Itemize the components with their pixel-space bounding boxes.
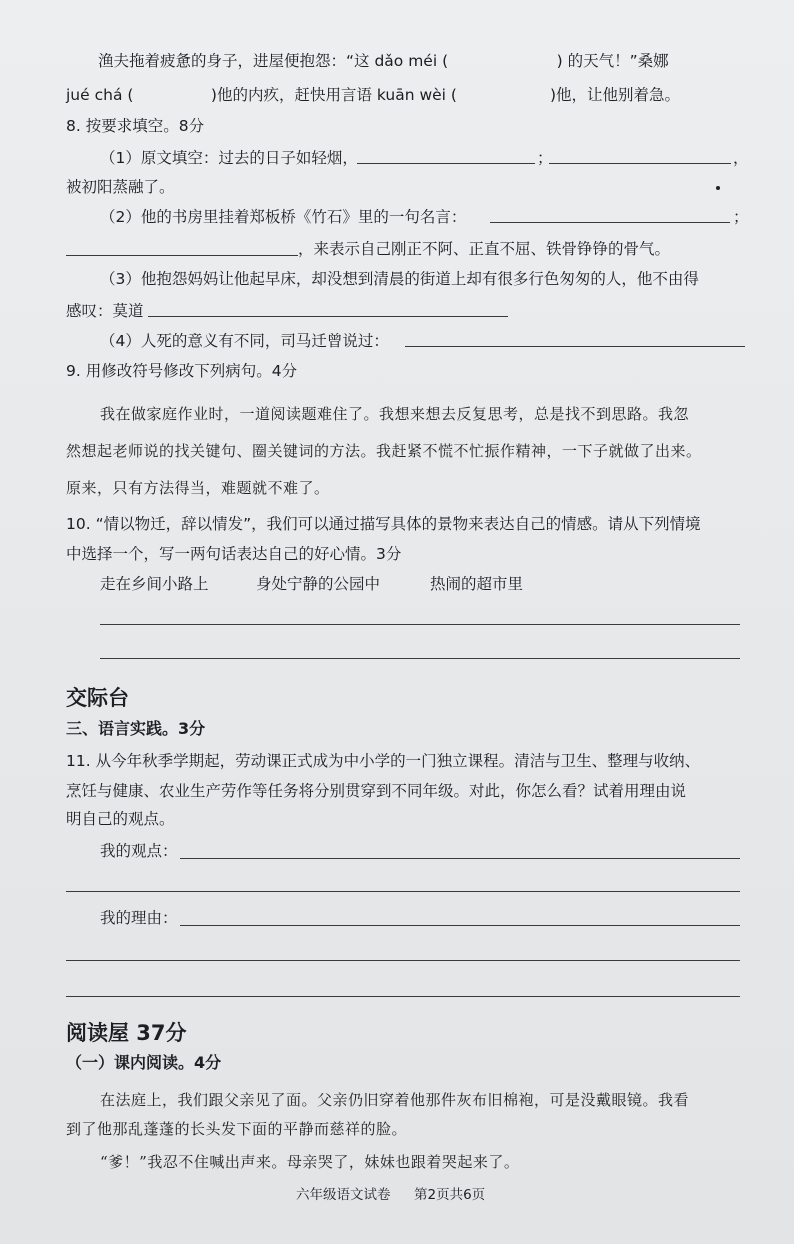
q8-2-prompt: （2）他的书房里挂着郑板桥《竹石》里的一句名言：	[100, 208, 467, 226]
section-1-title: （一）课内阅读。4分	[66, 1053, 222, 1072]
q10-answer-line-2[interactable]	[100, 658, 740, 659]
q8-1-continue: 被初阳蒸融了。	[66, 178, 175, 196]
q11-reason-line-3[interactable]	[66, 996, 740, 997]
q8-4-blank[interactable]	[405, 346, 745, 347]
q10-option-1: 走在乡间小路上	[100, 575, 209, 593]
q8-title: 8. 按要求填空。8分	[66, 117, 205, 135]
q8-4-prompt: （4）人死的意义有不同，司马迁曾说过：	[100, 332, 389, 350]
q8-1-blank-a[interactable]	[357, 163, 535, 164]
q8-1-blank-b[interactable]	[549, 163, 731, 164]
footer-exam-name: 六年级语文试卷	[296, 1187, 391, 1203]
q8-2-blank-a[interactable]	[490, 222, 730, 223]
q8-2-blank-b[interactable]	[66, 255, 298, 256]
q8-3-prompt: （3）他抱怨妈妈让他起早床，却没想到清晨的街道上却有很多行色匆匆的人，他不由得	[100, 270, 699, 288]
reading-paragraph-3: “爹！”我忍不住喊出声来。母亲哭了，妹妹也跟着哭起来了。	[100, 1153, 520, 1171]
q8-2-end: ；	[733, 208, 749, 226]
q11-view-label: 我的观点：	[100, 842, 178, 860]
q11-prompt-1: 11. 从今年秋季学期起，劳动课正式成为中小学的一门独立课程。清洁与卫生、整理与收纳、	[66, 752, 701, 770]
q11-prompt-2: 烹饪与健康、农业生产劳作等任务将分别贯穿到不同年级。对此，你怎么看？试着用理由说	[66, 782, 687, 800]
q8-1-prompt: （1）原文填空：过去的日子如轻烟，	[100, 149, 358, 167]
pinyin-line-2: jué chá ( )他的内疚，赶快用言语 kuān wèi ( )他，让他别着急。	[66, 86, 681, 104]
section-yueduwu: 阅读屋 37分	[66, 1021, 187, 1045]
reading-paragraph-1: 在法庭上，我们跟父亲见了面。父亲仍旧穿着他那件灰布旧棉袍，可是没戴眼镜。我看	[100, 1091, 690, 1109]
q9-paragraph-2: 然想起老师说的找关键句、圈关键词的方法。我赶紧不慌不忙振作精神，一下子就做了出来。	[66, 442, 702, 460]
q11-view-line-1[interactable]	[180, 858, 740, 859]
q10-answer-line-1[interactable]	[100, 624, 740, 625]
q10-prompt-1: 10. “情以物迁，辞以情发”，我们可以通过描写具体的景物来表达自己的情感。请从下列情境	[66, 515, 701, 533]
q11-reason-label: 我的理由：	[100, 909, 178, 927]
q8-1-sep: ；	[537, 149, 553, 167]
q11-reason-line-1[interactable]	[180, 925, 740, 926]
section-3-title: 三、语言实践。3分	[66, 719, 206, 738]
q8-1-end: ，	[733, 149, 749, 167]
pinyin-line-1: 渔夫拖着疲惫的身子，进屋便抱怨：“这 dǎo méi ( ) 的天气！”桑娜	[98, 52, 669, 70]
q11-prompt-3: 明自己的观点。	[66, 810, 175, 828]
q11-reason-line-2[interactable]	[66, 960, 740, 961]
pen-mark	[716, 186, 720, 190]
q10-option-3: 热闹的超市里	[430, 575, 524, 593]
reading-paragraph-2: 到了他那乱蓬蓬的长头发下面的平静而慈祥的脸。	[66, 1120, 408, 1138]
q8-3-continue: 感叹：莫道	[66, 302, 144, 320]
q11-view-line-2[interactable]	[66, 891, 740, 892]
q9-title: 9. 用修改符号修改下列病句。4分	[66, 362, 298, 380]
q10-prompt-2: 中选择一个，写一两句话表达自己的好心情。3分	[66, 545, 402, 563]
q8-3-blank[interactable]	[148, 316, 508, 317]
section-jiaojitai: 交际台	[66, 686, 129, 710]
q9-paragraph-3: 原来，只有方法得当，难题就不难了。	[66, 479, 330, 497]
footer-page-number: 第2页共6页	[414, 1187, 486, 1203]
q8-2-continue: ，来表示自己刚正不阿、正直不屈、铁骨铮铮的骨气。	[298, 240, 671, 258]
q10-option-2: 身处宁静的公园中	[256, 575, 381, 593]
q9-paragraph-1: 我在做家庭作业时，一道阅读题难住了。我想来想去反复思考，总是找不到思路。我忽	[100, 405, 690, 423]
